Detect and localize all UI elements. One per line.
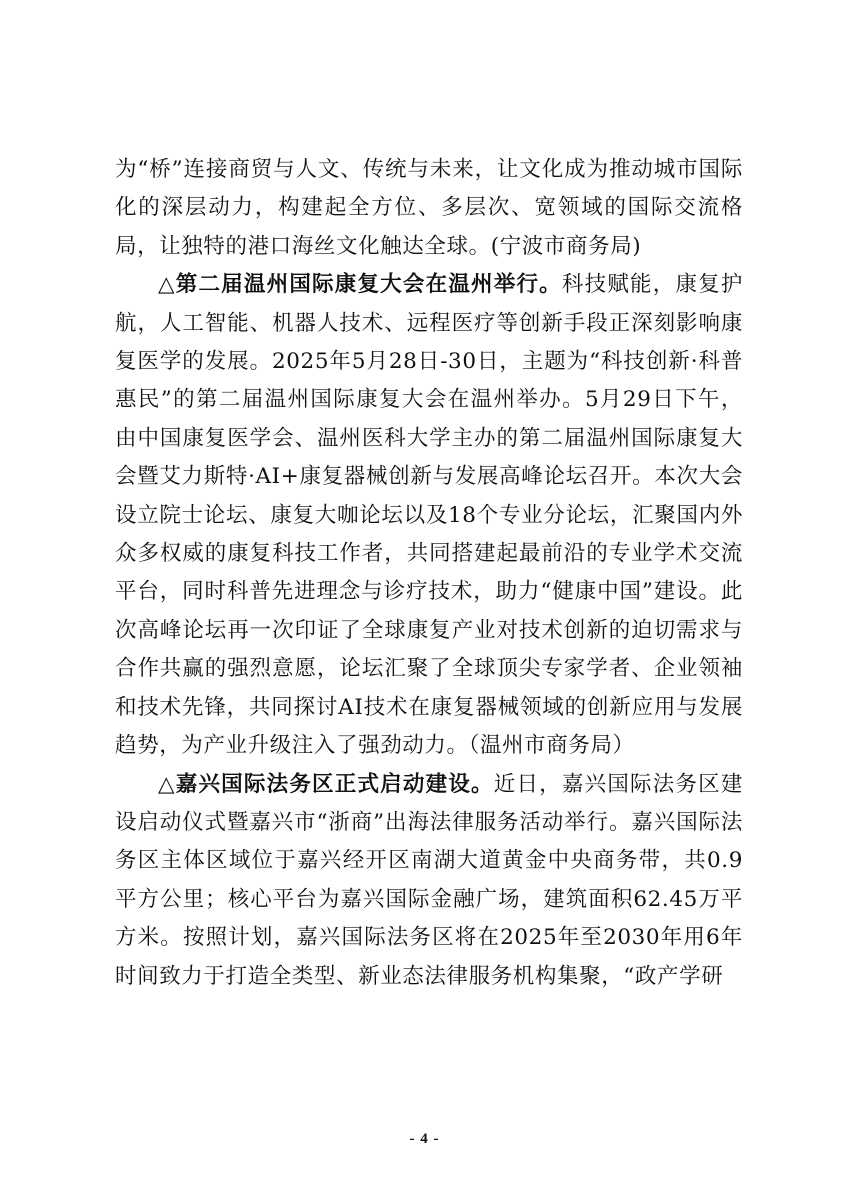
paragraph-body-text: 为“桥”连接商贸与人文、传统与未来，让文化成为推动城市国际化的深层动力，构建起全方位、多层次、宽领域的国际交流格局，让独特的港口海丝文化触达全球。(宁波市商务局) [115, 157, 743, 259]
paragraph-body-text: 近日，嘉兴国际法务区建设启动仪式暨嘉兴市“浙商”出海法律服务活动举行。嘉兴国际法务区主体区域位于嘉兴经开区南湖大道黄金中央商务带，共0.9平方公里；核心平台为嘉兴国际金融广场，建筑面积62.45万平方米。按照计划，嘉兴国际法务区将在2025年至2030年用6年时间致力于打造全类型、新业态法律服务机构集聚，“政产学研 [115, 771, 743, 989]
paragraph-headline: △第二届温州国际康复大会在温州举行。 [158, 272, 562, 298]
paragraph-body-text: 科技赋能，康复护航，人工智能、机器人技术、远程医疗等创新手段正深刻影响康复医学的发展。2025年5月28日-30日，主题为“科技创新·科普惠民”的第二届温州国际康复大会在温州举办。5月29日下午，由中国康复医学会、温州医科大学主办的第二届温州国际康复大会暨艾力斯特·AI+康复器械创新与发展高峰论坛召开。本次大会设立院士论坛、康复大咖论坛以及18个专业分论坛，汇聚国内外众多权威的康复科技工作者，共同搭建起最前沿的专业学术交流平台，同时科普先进理念与诊疗技术，助力“健康中国”建设。此次高峰论坛再一次印证了全球康复产业对技术创新的迫切需求与合作共赢的强烈意愿，论坛汇聚了全球顶尖专家学者、企业领袖和技术先锋，共同探讨AI技术在康复器械领域的创新应用与发展趋势，为产业升级注入了强劲动力。（温州市商务局） [115, 272, 743, 759]
paragraph-headline: △嘉兴国际法务区正式启动建设。 [158, 771, 494, 797]
page-number: - 4 - [409, 1131, 440, 1147]
paragraph-ningbo-continuation [115, 151, 743, 266]
document-body [115, 151, 743, 996]
paragraph-jiaxing-legal-district [115, 766, 743, 996]
paragraph-wenzhou-rehab-conference [115, 266, 743, 765]
